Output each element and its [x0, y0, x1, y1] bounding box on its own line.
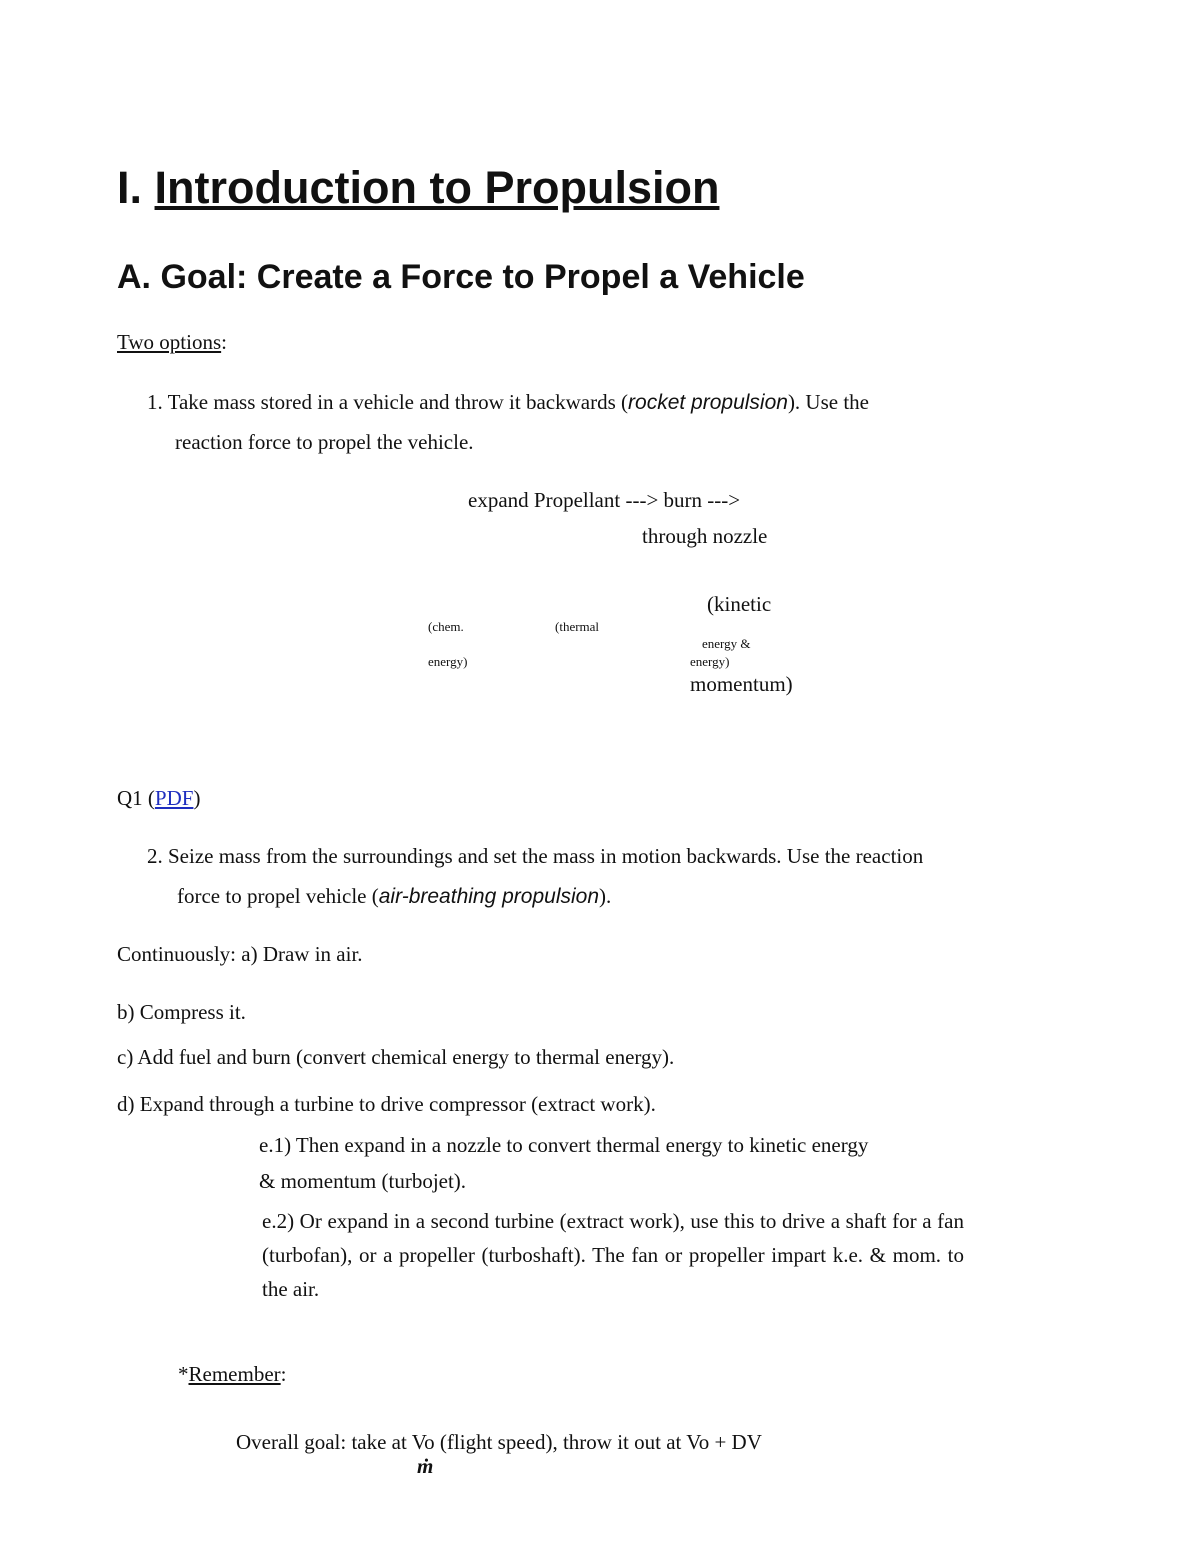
- heading-number: I.: [117, 162, 143, 213]
- flow-thermal: (thermal: [555, 619, 600, 634]
- flow-momentum: momentum): [690, 672, 793, 696]
- heading-title: Introduction to Propulsion: [154, 162, 720, 213]
- flow-energy-right: energy): [690, 654, 730, 669]
- step-b: b) Compress it.: [117, 1000, 246, 1024]
- step-e2: e.2) Or expand in a second turbine (extract work), use this to drive a shaft for a fan (turbofan), or a propeller (turboshaft). The fan or propeller impart k.e. & mom. to the air.: [262, 1209, 964, 1301]
- flow-line-2: through nozzle: [642, 524, 768, 548]
- step-c: c) Add fuel and burn (convert chemical energy to thermal energy).: [117, 1045, 675, 1069]
- two-options-label: Two options:: [117, 330, 227, 354]
- overall-goal: Overall goal: take at Vo (flight speed), throw it out at Vo + DV: [236, 1430, 762, 1454]
- pdf-link[interactable]: PDF: [154, 786, 194, 810]
- step-d: d) Expand through a turbine to drive compressor (extract work).: [117, 1092, 656, 1116]
- section-heading: A. Goal: Create a Force to Propel a Vehicle: [117, 258, 805, 296]
- option-2-line-2: force to propel vehicle (air-breathing propulsion).: [177, 884, 612, 908]
- step-a: Continuously: a) Draw in air.: [117, 942, 363, 966]
- rocket-propulsion-term: rocket propulsion: [628, 391, 788, 414]
- option-2-line-1: 2. Seize mass from the surroundings and set the mass in motion backwards. Use the reaction: [147, 844, 924, 868]
- air-breathing-term: air-breathing propulsion: [378, 885, 600, 908]
- option-1-line-2: reaction force to propel the vehicle.: [175, 430, 474, 454]
- page-title: [117, 162, 719, 214]
- flow-kinetic: (kinetic: [707, 592, 772, 616]
- flow-chem: (chem.: [428, 619, 464, 634]
- remember-label: *Remember:: [178, 1362, 287, 1386]
- option-1-line-1: 1. Take mass stored in a vehicle and throw it backwards (rocket propulsion). Use the: [147, 390, 869, 414]
- step-e1-line-1: e.1) Then expand in a nozzle to convert thermal energy to kinetic energy: [259, 1133, 869, 1157]
- flow-energy-amp: energy &: [702, 636, 751, 651]
- flow-line-1: expand Propellant ---> burn --->: [468, 488, 741, 512]
- mass-flow-symbol: ṁ: [417, 1454, 434, 1478]
- step-e1-line-2: & momentum (turbojet).: [259, 1169, 467, 1193]
- flow-energy-left: energy): [428, 654, 468, 669]
- q1-line: Q1 (PDF): [117, 786, 201, 810]
